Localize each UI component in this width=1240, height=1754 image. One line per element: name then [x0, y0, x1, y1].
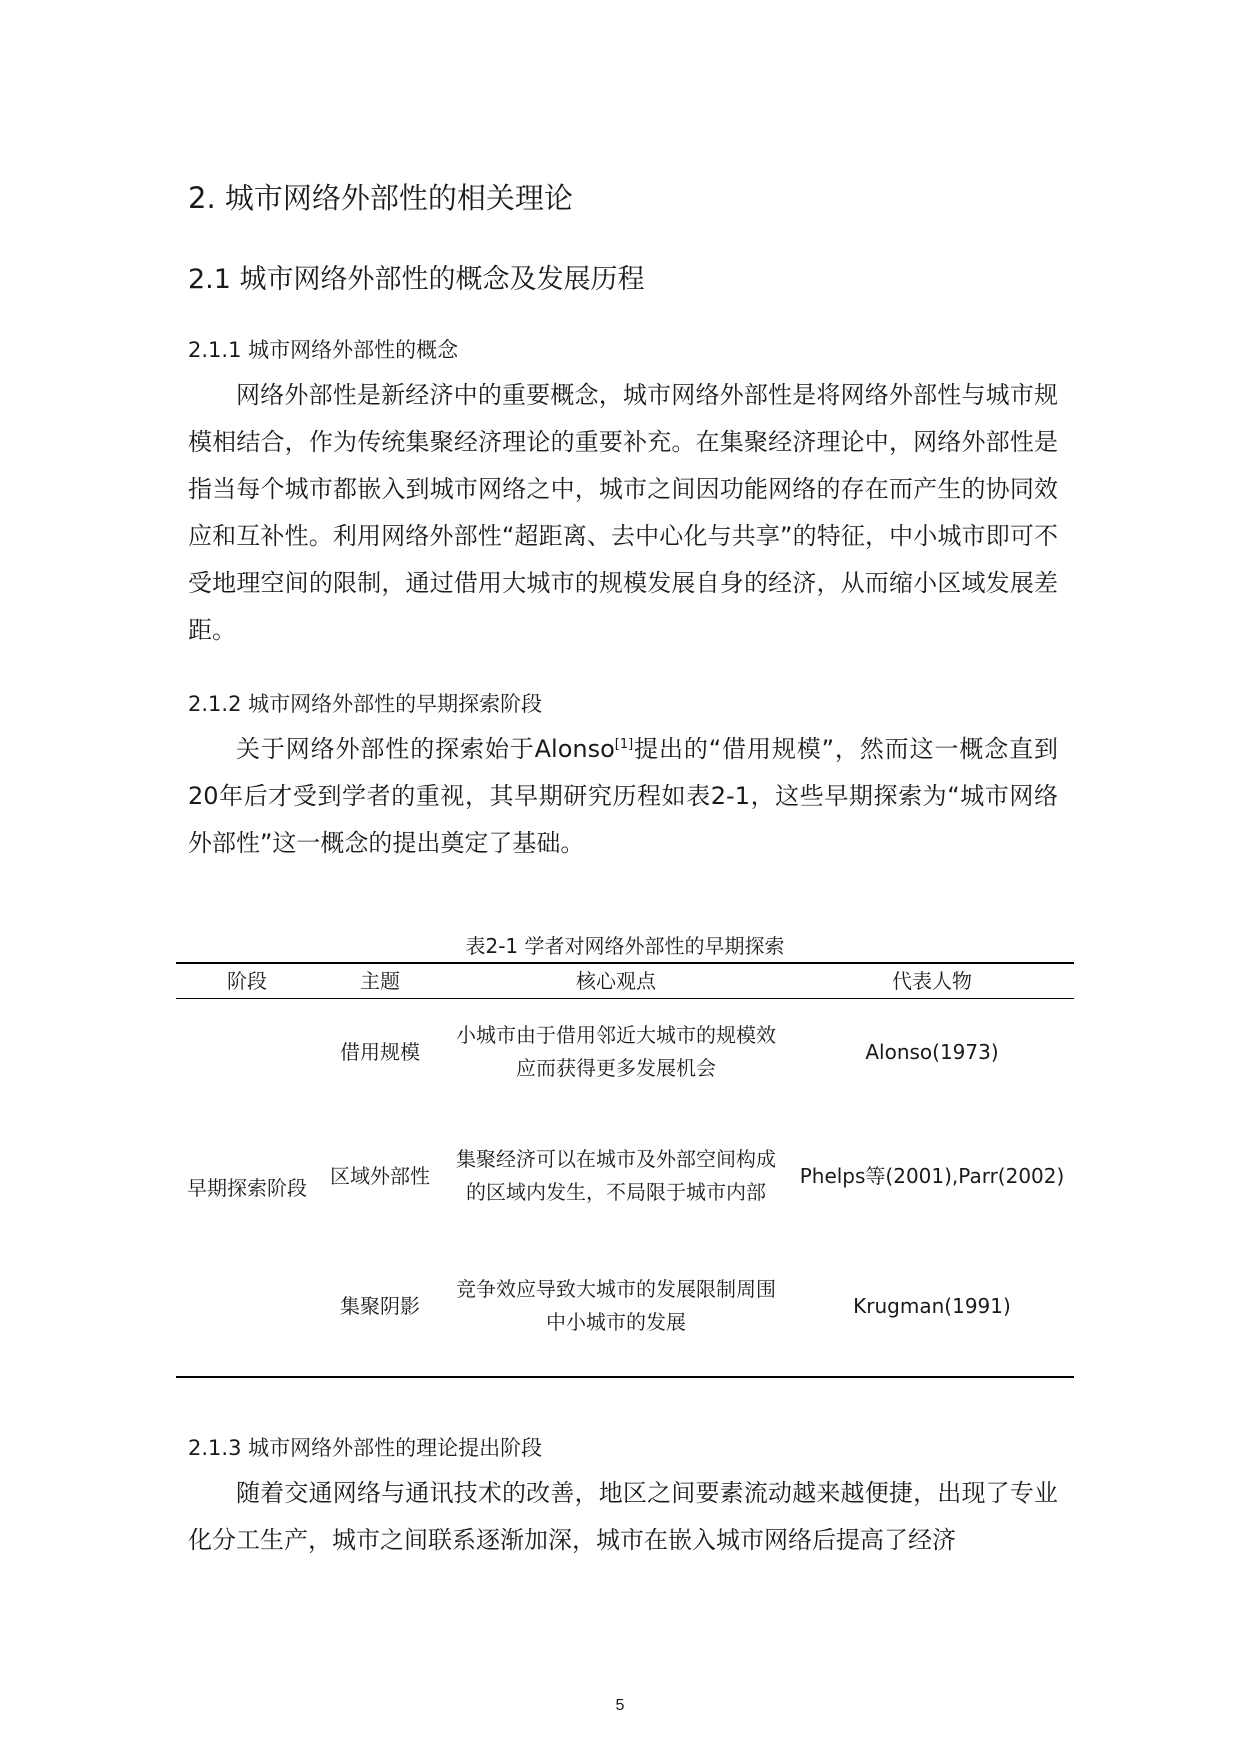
chapter-heading: 2. 城市网络外部性的相关理论: [188, 181, 573, 215]
page-number: 5: [615, 1697, 625, 1714]
table-bottom-rule: [176, 1376, 1074, 1378]
paragraph-early-text-a: 关于网络外部性的探索始于Alonso: [236, 735, 615, 763]
table-cell-people: Phelps等(2001),Parr(2002): [799, 1163, 1065, 1188]
table-cell-topic: 借用规模: [340, 1039, 420, 1064]
table-cell-view: 小城市由于借用邻近大城市的规模效应而获得更多发展机会: [456, 1023, 776, 1080]
section-heading: 2.1 城市网络外部性的概念及发展历程: [188, 264, 645, 295]
table-header-rule: [176, 998, 1074, 999]
table-cell-people: Krugman(1991): [853, 1293, 1011, 1318]
table-cell-topic: 集聚阴影: [340, 1293, 420, 1318]
subsection-heading-2-1-3: 2.1.3 城市网络外部性的理论提出阶段: [188, 1436, 543, 1460]
table-header-stage: 阶段: [227, 968, 267, 993]
paragraph-early-text-b: 提出的“借用规模”，然而这一概念直到20年后才受到学者的重视，其早期研究历程如表2-1，这些早期探索为“城市网络外部性”这一概念的提出奠定了基础。: [188, 735, 1058, 857]
paragraph-early-exploration: [188, 726, 1058, 867]
paragraph-theory-text: 随着交通网络与通讯技术的改善，地区之间要素流动越来越便捷，出现了专业化分工生产，城市之间联系逐渐加深，城市在嵌入城市网络后提高了经济: [188, 1479, 1058, 1554]
table-cell-stage: 早期探索阶段: [187, 1175, 307, 1200]
citation-marker: [1]: [614, 737, 634, 752]
paragraph-concept: [188, 372, 1058, 654]
table-caption: 表2-1 学者对网络外部性的早期探索: [465, 934, 785, 958]
subsection-heading-2-1-2: 2.1.2 城市网络外部性的早期探索阶段: [188, 692, 543, 716]
table-cell-view: 竞争效应导致大城市的发展限制周围中小城市的发展: [456, 1277, 776, 1334]
table-header-view: 核心观点: [576, 968, 656, 993]
paragraph-theory-proposal: [188, 1470, 1058, 1564]
table-header-people: 代表人物: [892, 968, 972, 993]
paragraph-concept-text: 网络外部性是新经济中的重要概念，城市网络外部性是将网络外部性与城市规模相结合，作为传统集聚经济理论的重要补充。在集聚经济理论中，网络外部性是指当每个城市都嵌入到城市网络之中，城市之间因功能网络的存在而产生的协同效应和互补性。利用网络外部性“超距离、去中心化与共享”的特征，中小城市即可不受地理空间的限制，通过借用大城市的规模发展自身的经济，从而缩小区域发展差距。: [188, 381, 1058, 644]
table-header-topic: 主题: [360, 968, 400, 993]
table-cell-topic: 区域外部性: [330, 1163, 430, 1188]
table-cell-view: 集聚经济可以在城市及外部空间构成的区域内发生，不局限于城市内部: [456, 1147, 776, 1204]
table-cell-people: Alonso(1973): [865, 1039, 999, 1064]
subsection-heading-2-1-1: 2.1.1 城市网络外部性的概念: [188, 338, 459, 362]
